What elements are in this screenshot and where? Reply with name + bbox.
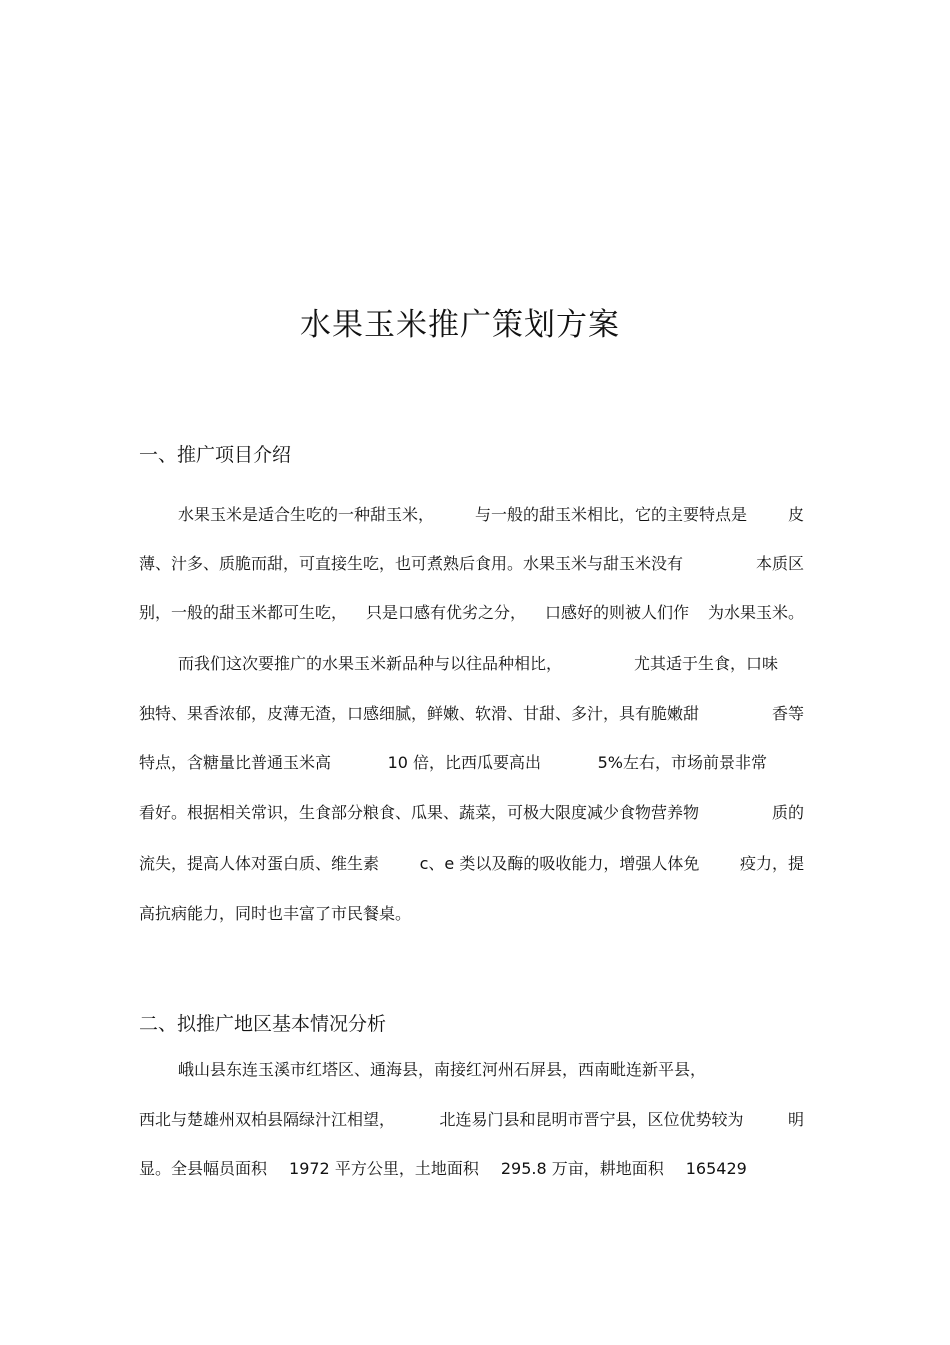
text-line xyxy=(139,902,804,926)
text-segment: 别，一般的甜玉米都可生吃， xyxy=(139,603,348,622)
text-segment: 特点，含糖量比普通玉米高 xyxy=(139,753,332,772)
text-line xyxy=(139,852,804,876)
text-segment: 5%左右，市场前景非常 xyxy=(597,753,767,772)
text-segment: 香等 xyxy=(771,704,804,723)
section-heading-1: 一、推广项目介绍 xyxy=(139,444,292,466)
text-segment: 高抗病能力，同时也丰富了市民餐桌。 xyxy=(139,904,412,923)
text-segment: 质的 xyxy=(771,803,804,822)
text-line xyxy=(139,801,804,825)
text-segment: 峨山县东连玉溪市红塔区、通海县，南接红河州石屏县，西南毗连新平县， xyxy=(178,1060,707,1079)
text-line xyxy=(139,552,804,576)
document-title: 水果玉米推广策划方案 xyxy=(300,307,620,343)
text-segment: 1972 平方公里，土地面积 xyxy=(289,1159,479,1178)
text-line xyxy=(178,503,804,527)
text-segment: 尤其适于生食，口味 xyxy=(633,654,778,673)
text-line xyxy=(139,751,767,775)
text-line xyxy=(139,601,804,625)
text-segment: 10 倍，比西瓜要高出 xyxy=(387,753,542,772)
text-segment: 与一般的甜玉米相比，它的主要特点是 xyxy=(474,505,747,524)
text-segment: 独特、果香浓郁，皮薄无渣，口感细腻，鲜嫩、软滑、甘甜、多汁，具有脆嫩甜 xyxy=(139,704,700,723)
text-segment: 疫力，提 xyxy=(739,854,804,873)
text-segment: 而我们这次要推广的水果玉米新品种与以往品种相比， xyxy=(178,654,563,673)
text-segment: 明 xyxy=(787,1110,804,1129)
text-segment: 薄、汁多、质脆而甜，可直接生吃，也可煮熟后食用。水果玉米与甜玉米没有 xyxy=(139,554,684,573)
text-segment: 为水果玉米。 xyxy=(707,603,804,622)
text-line xyxy=(139,1157,804,1181)
text-segment: 165429 xyxy=(685,1159,747,1178)
text-segment: 口感好的则被人们作 xyxy=(544,603,689,622)
text-segment: 295.8 万亩，耕地面积 xyxy=(500,1159,664,1178)
text-segment: 显。全县幅员面积 xyxy=(139,1159,268,1178)
text-segment: 只是口感有优劣之分， xyxy=(365,603,526,622)
text-line xyxy=(178,652,778,676)
text-segment: 流失，提高人体对蛋白质、维生素 xyxy=(139,854,380,873)
text-segment: 看好。根据相关常识，生食部分粮食、瓜果、蔬菜，可极大限度减少食物营养物 xyxy=(139,803,700,822)
text-segment: 水果玉米是适合生吃的一种甜玉米， xyxy=(178,505,435,524)
text-segment: 北连易门县和昆明市晋宁县，区位优势较为 xyxy=(439,1110,744,1129)
text-segment: 皮 xyxy=(787,505,804,524)
text-line xyxy=(139,702,804,726)
text-segment: 西北与楚雄州双柏县隔绿汁江相望， xyxy=(139,1110,396,1129)
section-heading-2: 二、拟推广地区基本情况分析 xyxy=(139,1013,387,1035)
text-line xyxy=(178,1058,804,1082)
text-segment: c、e 类以及酶的吸收能力，增强人体免 xyxy=(419,854,700,873)
text-line xyxy=(139,1108,804,1132)
text-segment: 本质区 xyxy=(755,554,804,573)
